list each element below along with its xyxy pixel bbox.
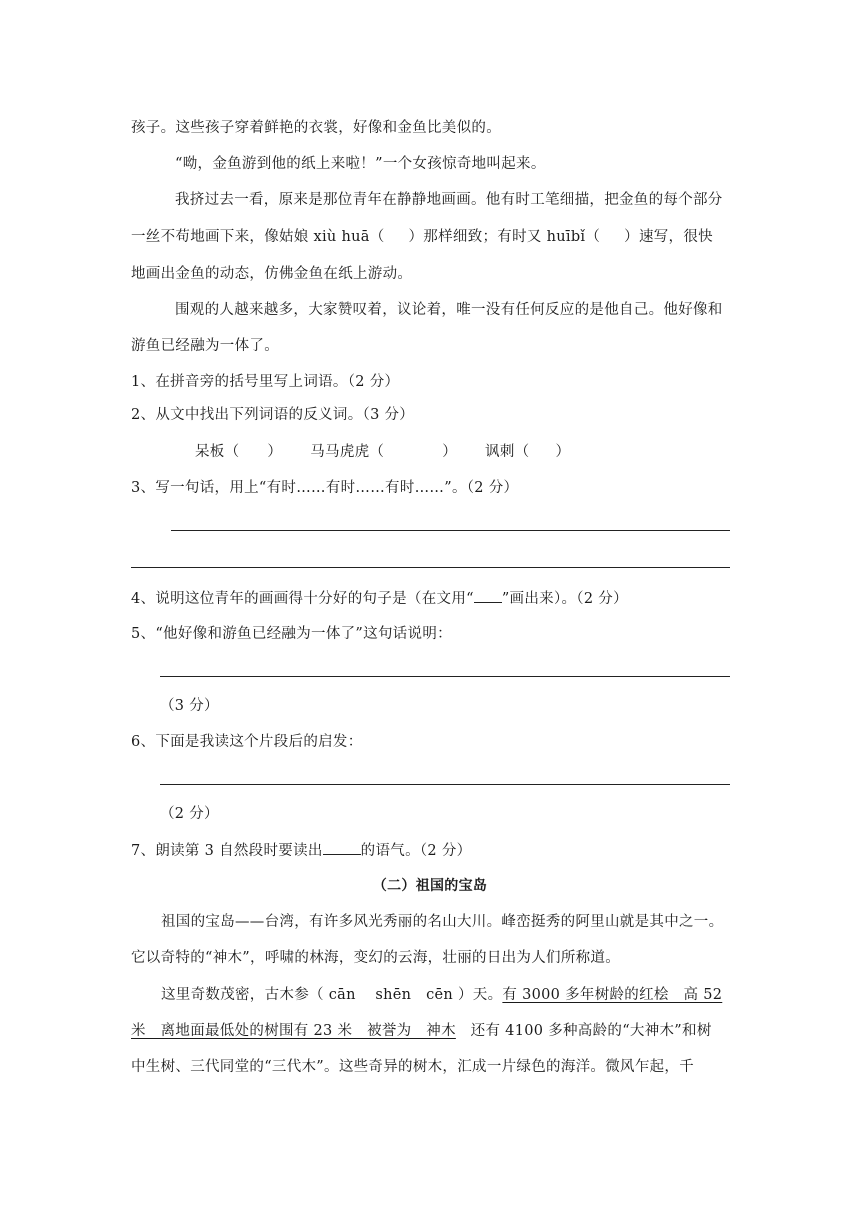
question-3: 3、写一句话，用上“有时……有时……有时……”。（2 分） <box>131 480 519 496</box>
antonym-paren: ） <box>442 444 458 460</box>
answer-line[interactable] <box>131 567 730 568</box>
score-label: （3 分） <box>160 698 219 714</box>
passage-line <box>131 1021 712 1041</box>
passage-line: 孩子。这些孩子穿着鲜艳的衣裳，好像和金鱼比美似的。 <box>131 120 501 136</box>
passage-line: “呦，金鱼游到他的纸上来啦！”一个女孩惊奇地叫起来。 <box>175 156 546 172</box>
question-7-text: 的语气。（2 分） <box>360 843 472 859</box>
antonym-word-1: 呆板（ <box>195 444 240 460</box>
passage-line: 祖国的宝岛——台湾，有许多风光秀丽的名山大川。峰峦挺秀的阿里山就是其中之一。 <box>161 914 724 930</box>
passage-line: 围观的人越来越多，大家赞叹着，议论着，唯一没有任何反应的是他自己。他好像和 <box>175 302 723 318</box>
answer-line[interactable] <box>160 676 730 677</box>
question-4-text: ”画出来）。（2 分） <box>501 591 628 607</box>
antonym-paren: ） <box>267 444 283 460</box>
underline-sample <box>474 588 502 603</box>
antonym-word-2: 马马虎虎（ <box>310 444 385 460</box>
section-title: （二）祖国的宝岛 <box>372 878 488 894</box>
passage-line <box>161 985 722 1005</box>
antonym-word-3: 讽刺（ <box>485 444 530 460</box>
underlined-sentence: 米 离地面最低处的树围有 23 米 被誉为 神木 <box>131 1023 456 1039</box>
question-6: 6、下面是我读这个片段后的启发： <box>131 734 363 750</box>
question-1: 1、在拼音旁的括号里写上词语。（2 分） <box>131 374 400 390</box>
passage-line: 我挤过去一看，原来是那位青年在静静地画画。他有时工笔细描，把金鱼的每个部分 <box>175 192 723 208</box>
question-4-text: 4、说明这位青年的画画得十分好的句子是（在文用“ <box>131 591 474 607</box>
passage-text: ）速写，很快 <box>624 229 713 245</box>
question-5: 5、“他好像和游鱼已经融为一体了”这句话说明： <box>131 626 452 642</box>
question-7 <box>131 840 471 861</box>
question-2: 2、从文中找出下列词语的反义词。（3 分） <box>131 407 415 423</box>
passage-line: 游鱼已经融为一体了。 <box>131 338 279 354</box>
fill-blank[interactable] <box>323 840 361 855</box>
antonym-paren: ） <box>555 444 571 460</box>
passage-line <box>131 227 713 247</box>
score-label: （2 分） <box>160 806 219 822</box>
passage-line: 中生树、三代同堂的“三代木”。这些奇异的树木，汇成一片绿色的海洋。微风乍起，千 <box>131 1059 695 1075</box>
question-4 <box>131 588 628 609</box>
passage-text: 这里奇数茂密，古木参（ cān shēn cēn ）天。 <box>161 987 503 1003</box>
passage-line: 它以奇特的“神木”，呼啸的林海，变幻的云海，壮丽的日出为人们所称道。 <box>131 950 621 966</box>
answer-line[interactable] <box>160 784 730 785</box>
pinyin-text: ）那样细致；有时又 huībǐ（ <box>408 229 601 245</box>
passage-line: 地画出金鱼的动态，仿佛金鱼在纸上游动。 <box>131 266 413 282</box>
question-7-text: 7、朗读第 3 自然段时要读出 <box>131 843 323 859</box>
antonym-list <box>195 442 570 462</box>
answer-line[interactable] <box>171 530 730 531</box>
underlined-sentence: 有 3000 多年树龄的红桧 高 52 <box>502 987 723 1003</box>
pinyin-text: 一丝不苟地画下来，像姑娘 xiù huā（ <box>131 229 385 245</box>
passage-text: 还有 4100 多种高龄的“大神木”和树 <box>455 1023 712 1039</box>
